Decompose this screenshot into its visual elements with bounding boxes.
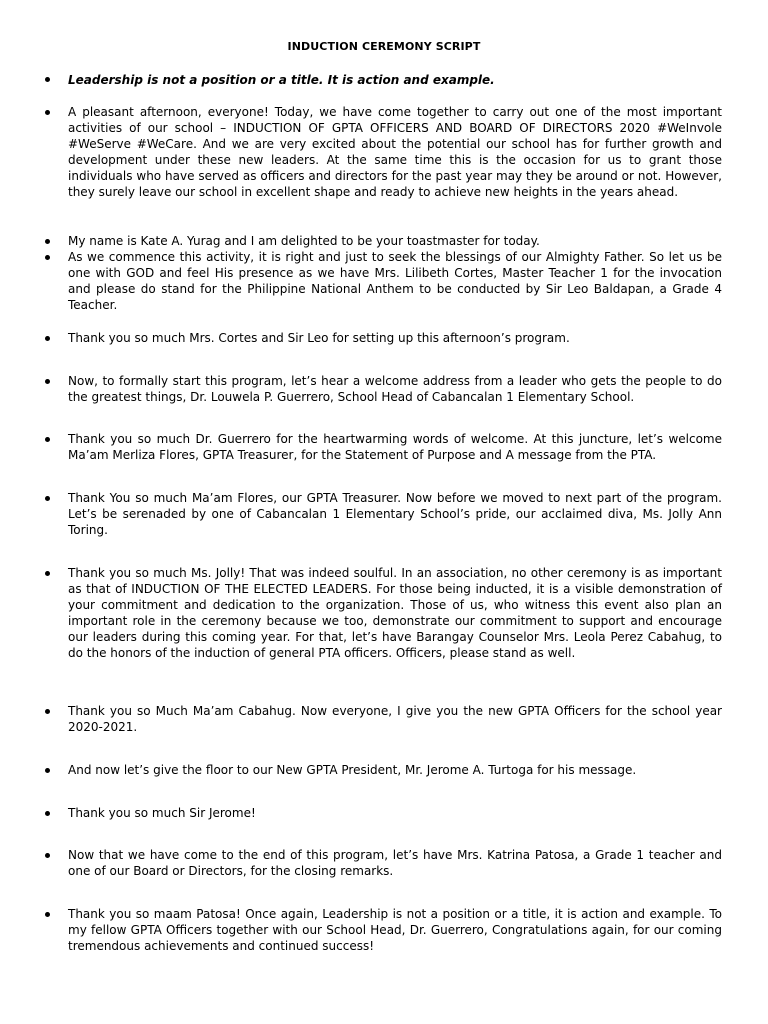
document-title: INDUCTION CEREMONY SCRIPT	[287, 40, 481, 53]
bullet-icon	[44, 374, 52, 382]
bullet-icon	[44, 566, 52, 574]
script-item-7: Thank you so much Dr. Guerrero for the heartwarming words of welcome. At this juncture, let’s welcome Ma’am Merliza Flores, GPTA Treasurer, for the Statement of Purpose and A message from the PTA.	[68, 432, 722, 462]
bullet-icon	[44, 250, 52, 258]
bullet-icon	[44, 491, 52, 499]
script-item-13: Now that we have come to the end of this program, let’s have Mrs. Katrina Patosa, a Grade 1 teacher and one of our Board or Directors, for the closing remarks.	[68, 848, 722, 878]
script-item-10: Thank you so Much Ma’am Cabahug. Now everyone, I give you the new GPTA Officers for the school year 2020-2021.	[68, 704, 722, 734]
bullet-icon	[44, 105, 52, 113]
bullet-icon	[44, 848, 52, 856]
script-item-6: Now, to formally start this program, let’s hear a welcome address from a leader who gets the people to do the greatest things, Dr. Louwela P. Guerrero, School Head of Cabancalan 1 Elementary School.	[68, 374, 722, 404]
bullet-icon	[44, 72, 52, 80]
bullet-icon	[44, 331, 52, 339]
bullet-icon	[44, 432, 52, 440]
script-item-3: My name is Kate A. Yurag and I am delighted to be your toastmaster for today.	[68, 234, 540, 248]
script-item-8: Thank You so much Ma’am Flores, our GPTA Treasurer. Now before we moved to next part of the program. Let’s be serenaded by one of Cabancalan 1 Elementary School’s pride, our acclaimed diva, Ms. Jolly Ann Toring.	[68, 491, 722, 537]
script-item-5: Thank you so much Mrs. Cortes and Sir Leo for setting up this afternoon’s program.	[68, 331, 570, 345]
script-item-2: A pleasant afternoon, everyone! Today, we have come together to carry out one of the most important activities of our school – INDUCTION OF GPTA OFFICERS AND BOARD OF DIRECTORS 2020 #WeInvole #WeServe #WeCare. And we are very excited about the potential our school has for further growth and development under these new leaders. At the same time this is the occasion for us to grant those individuals who have served as officers and directors for the past year may they be around or not. However, they surely leave our school in excellent shape and ready to achieve new heights in the years ahead.	[68, 105, 722, 199]
bullet-icon	[44, 907, 52, 915]
script-item-4: As we commence this activity, it is right and just to seek the blessings of our Almighty Father. So let us be one with GOD and feel His presence as we have Mrs. Lilibeth Cortes, Master Teacher 1 for the invocation and please do stand for the Philippine National Anthem to be conducted by Sir Leo Baldapan, a Grade 4 Teacher.	[68, 250, 722, 312]
script-item-12: Thank you so much Sir Jerome!	[68, 806, 256, 820]
script-item-9: Thank you so much Ms. Jolly! That was indeed soulful. In an association, no other ceremony is as important as that of INDUCTION OF THE ELECTED LEADERS. For those being inducted, it is a visible demonstration of your commitment and dedication to the organization. Those of us, who witness this event also plan an important role in the ceremony because we too, demonstrate our commitment to support and encourage our leaders during this coming year. For that, let’s have Barangay Counselor Mrs. Leola Perez Cabahug, to do the honors of the induction of general PTA officers. Officers, please stand as well.	[68, 566, 722, 660]
script-item-14: Thank you so maam Patosa! Once again, Leadership is not a position or a title, it is action and example. To my fellow GPTA Officers together with our School Head, Dr. Guerrero, Congratulations again, for our coming tremendous achievements and continued success!	[68, 907, 722, 953]
bullet-icon	[44, 234, 52, 242]
script-item-11: And now let’s give the floor to our New GPTA President, Mr. Jerome A. Turtoga for his message.	[68, 763, 637, 777]
bullet-icon	[44, 806, 52, 814]
bullet-icon	[44, 704, 52, 712]
script-item-1: Leadership is not a position or a title. It is action and example.	[68, 73, 495, 87]
bullet-icon	[44, 763, 52, 771]
